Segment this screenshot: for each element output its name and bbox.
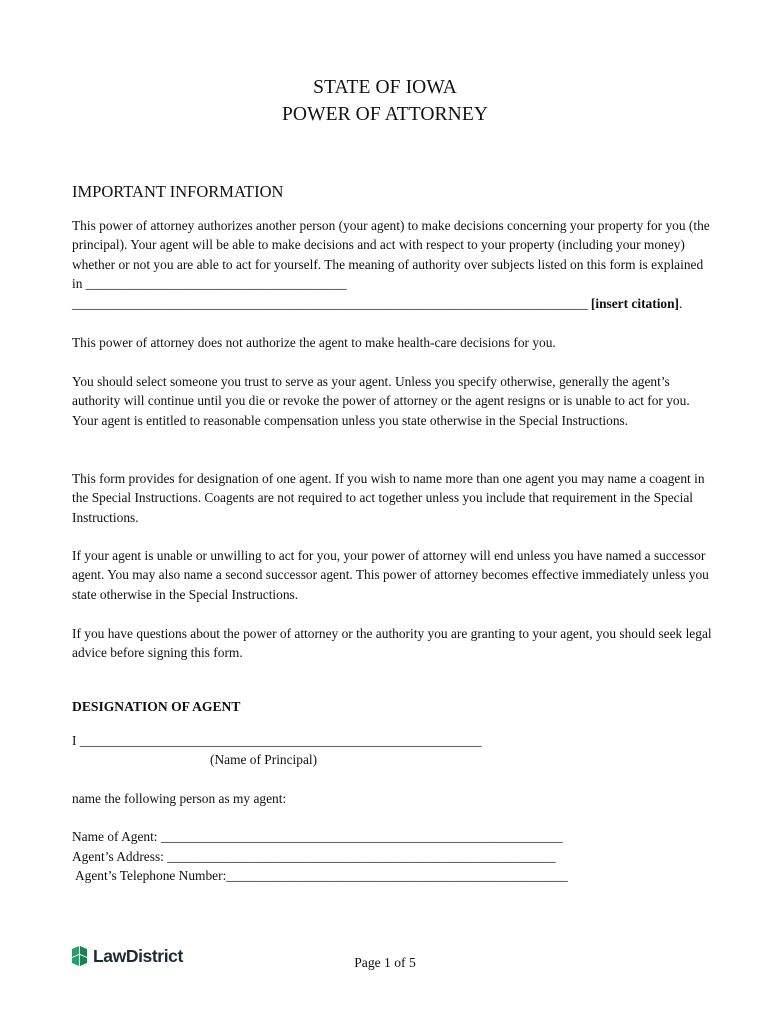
page-number: Page 1 of 5: [354, 955, 416, 970]
designation-of-agent-heading: DESIGNATION OF AGENT: [72, 699, 241, 714]
agent-name-field[interactable]: Name of Agent: ____________________________________________________________: [72, 829, 563, 844]
paragraph-authority-end: .: [679, 295, 683, 311]
agent-telephone-field[interactable]: Agent’s Telephone Number:___________________________________________________: [75, 868, 568, 883]
agent-address-field[interactable]: Agent’s Address: __________________________________________________________: [72, 849, 556, 864]
paragraph-legal-advice: If you have questions about the power of attorney or the authority you are granting to your agent, you should seek legal advice before signing this form.: [72, 626, 712, 661]
important-information-heading: IMPORTANT INFORMATION: [72, 182, 284, 201]
name-agent-statement: name the following person as my agent:: [72, 791, 287, 806]
paragraph-successor-agent: If your agent is unable or unwilling to act for you, your power of attorney will end unless you have named a successor agent. You may also name a second successor agent. This power of attorney becomes effective immediately unless you state otherwise in the Special Instructions.: [72, 548, 709, 602]
document-title-state: STATE OF IOWA: [313, 77, 457, 98]
paragraph-authority-text: This power of attorney authorizes another person (your agent) to make decisions concerning your property for you (the principal). Your agent will be able to make decisions and act with respect to your property (including your money) whether or not you are able to act for yourself. The meaning of authority over subjects listed on this form is explained in _______________________________________ _____________________________________________________________________________: [72, 218, 710, 311]
paragraph-select-agent: You should select someone you trust to serve as your agent. Unless you specify otherwise, generally the agent’s authority will continue until you die or revoke the power of attorney or the agent resigns or is unable to act for you. Your agent is entitled to reasonable compensation unless you state otherwise in the Special Instructions.: [72, 374, 690, 428]
insert-citation-placeholder: [insert citation]: [590, 295, 680, 311]
paragraph-coagent: This form provides for designation of one agent. If you wish to name more than one agent you may name a coagent in the Special Instructions. Coagents are not required to act together unless you include that requirement in the Special Instructions.: [72, 471, 705, 525]
paragraph-health-care: This power of attorney does not authorize the agent to make health-care decisions for you.: [72, 335, 556, 350]
document-title-form: POWER OF ATTORNEY: [281, 104, 489, 125]
principal-name-field[interactable]: I ____________________________________________________________: [72, 733, 482, 748]
lawdistrict-logo-text: LawDistrict: [93, 945, 183, 966]
principal-name-caption: (Name of Principal): [210, 752, 318, 767]
paragraph-authority: [72, 216, 712, 313]
